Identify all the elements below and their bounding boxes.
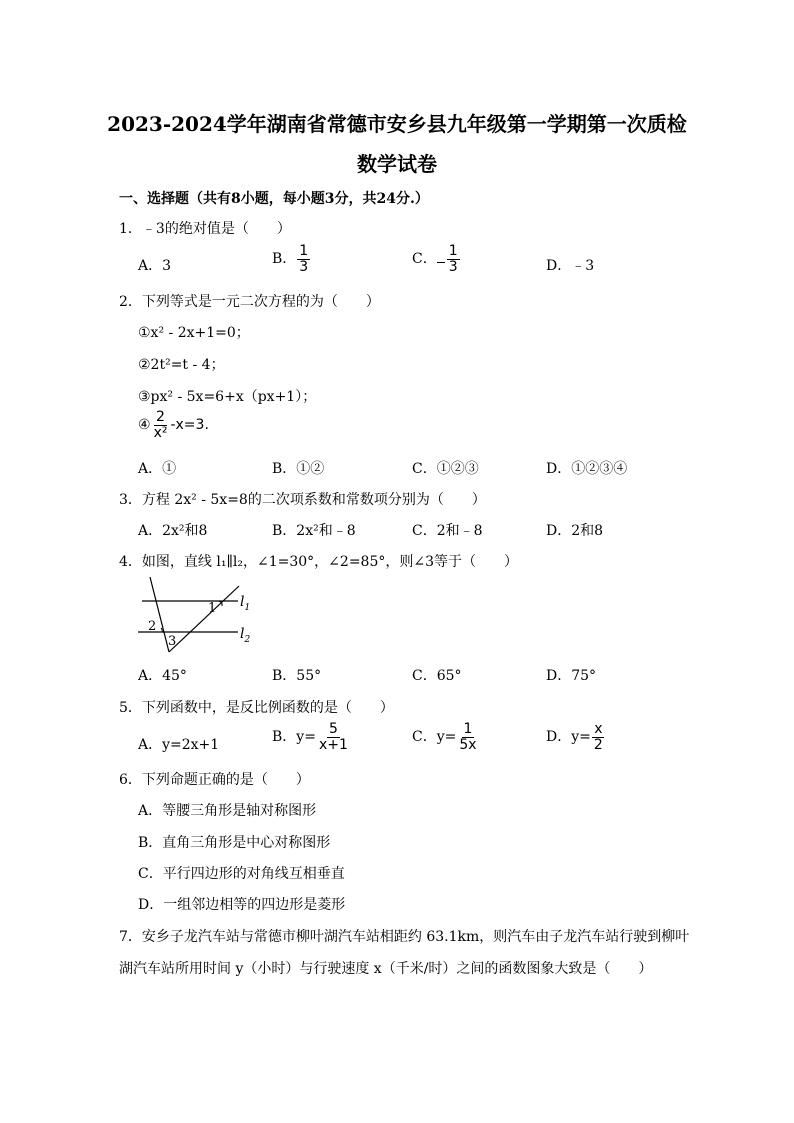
q6-option-a: A．等腰三角形是轴对称图形 xyxy=(138,803,317,819)
q4-option-b: B．55° xyxy=(272,668,322,684)
q1-option-b xyxy=(272,244,311,274)
q1-option-c xyxy=(412,244,461,274)
label-l2-letter: l xyxy=(240,626,245,642)
q7-stem-line2: 湖汽车站所用时间 y（小时）与行驶速度 x（千米/时）之间的函数图象大致是（ ） xyxy=(119,961,653,977)
q2-option-b: B．①② xyxy=(272,461,325,477)
q5-option-c xyxy=(412,722,480,752)
fraction-denominator: 3 xyxy=(448,258,458,275)
fraction-numerator: 2 xyxy=(156,409,165,425)
q2-item-4-fraction xyxy=(152,410,170,440)
q3-stem: 3．方程 2x² - 5x=8的二次项系数和常数项分别为（ ） xyxy=(119,492,486,508)
section-heading: 一、选择题（共有8小题，每小题3分，共24分.） xyxy=(119,191,429,207)
paper-title-line2: 数学试卷 xyxy=(357,152,437,176)
q1-option-b-label: B． xyxy=(272,251,297,268)
fraction-denominator: x+1 xyxy=(318,736,348,753)
q2-item-4 xyxy=(138,410,209,440)
q5-option-b-fraction xyxy=(317,722,350,752)
label-l1-subscript: 1 xyxy=(244,603,251,613)
q2-item-1: ①x² - 2x+1=0； xyxy=(138,325,250,341)
q5-option-d-fraction xyxy=(592,722,605,752)
q4-stem: 4．如图，直线 l₁∥l₂，∠1=30°，∠2=85°，则∠3等于（ ） xyxy=(119,554,519,570)
angle-3-label: 3 xyxy=(168,634,177,649)
q6-stem: 6．下列命题正确的是（ ） xyxy=(119,772,310,788)
transversal-right xyxy=(169,586,239,652)
q5-stem: 5．下列函数中，是反比例函数的是（ ） xyxy=(119,700,394,716)
q2-item-4-rest: -x=3. xyxy=(170,417,209,434)
q2-item-2: ②2t²=t - 4； xyxy=(138,357,225,373)
q5-option-c-fraction xyxy=(457,722,478,752)
angle-1-label: 1 xyxy=(208,601,217,616)
q3-option-b: B．2x²和﹣8 xyxy=(272,523,356,539)
q5-option-c-label: C．y= xyxy=(412,729,457,746)
q6-option-d: D．一组邻边相等的四边形是菱形 xyxy=(138,897,346,913)
q1-option-c-fraction xyxy=(447,244,460,274)
fraction-denominator: 2 xyxy=(593,736,603,753)
angle-2-label: 2 xyxy=(148,619,157,634)
paper-title-line1: 2023-2024学年湖南省常德市安乡县九年级第一学期第一次质检 xyxy=(107,112,687,136)
fraction-numerator: 1 xyxy=(463,721,473,737)
q1-option-c-label: C． xyxy=(412,251,437,268)
label-l1-letter: l xyxy=(240,594,245,610)
q1-option-b-fraction xyxy=(297,244,310,274)
q6-option-b: B．直角三角形是中心对称图形 xyxy=(138,835,331,851)
fraction-numerator: 1 xyxy=(299,243,309,259)
q2-item-3: ③px² - 5x=6+x（px+1）； xyxy=(138,389,317,405)
q1-stem: 1．﹣3的绝对值是（ ） xyxy=(119,221,291,237)
negative-sign xyxy=(437,262,446,263)
q2-item-4-marker: ④ xyxy=(138,417,151,434)
label-l2 xyxy=(240,626,250,645)
transversal-left xyxy=(150,577,169,652)
fraction-numerator: 5 xyxy=(328,721,338,737)
q5-option-b xyxy=(272,722,351,752)
q2-option-c: C．①②③ xyxy=(412,461,479,477)
q2-option-a: A．① xyxy=(138,461,177,477)
label-l2-subscript: 2 xyxy=(244,635,251,645)
q7-stem-line1: 7．安乡子龙汽车站与常德市柳叶湖汽车站相距约 63.1km，则汽车由子龙汽车站行驶到柳叶 xyxy=(119,929,690,945)
q2-option-d: D．①②③④ xyxy=(546,461,628,477)
q4-option-c: C．65° xyxy=(412,668,462,684)
q5-option-b-label: B．y= xyxy=(272,729,316,746)
fraction-numerator: x xyxy=(594,721,603,737)
fraction-denominator: 3 xyxy=(299,258,309,275)
q4-option-a: A．45° xyxy=(138,668,187,684)
fraction-denominator: 5x xyxy=(459,736,477,753)
q6-option-c: C．平行四边形的对角线互相垂直 xyxy=(138,866,345,882)
q3-option-a: A．2x²和8 xyxy=(138,523,208,539)
q1-option-a: A．3 xyxy=(138,258,172,274)
q3-option-d: D．2和8 xyxy=(546,523,604,539)
fraction-denominator: x² xyxy=(153,424,168,441)
q5-option-d xyxy=(546,722,606,752)
q5-option-d-label: D．y= xyxy=(546,729,591,746)
q1-option-d: D．﹣3 xyxy=(546,258,595,274)
q5-option-a: A．y=2x+1 xyxy=(138,737,220,753)
fraction-numerator: 1 xyxy=(448,243,458,259)
q3-option-c: C．2和﹣8 xyxy=(412,523,483,539)
q4-option-d: D．75° xyxy=(546,668,597,684)
q4-parallel-lines-figure xyxy=(136,574,256,658)
label-l1 xyxy=(240,594,250,613)
q2-stem: 2．下列等式是一元二次方程的为（ ） xyxy=(119,294,380,310)
